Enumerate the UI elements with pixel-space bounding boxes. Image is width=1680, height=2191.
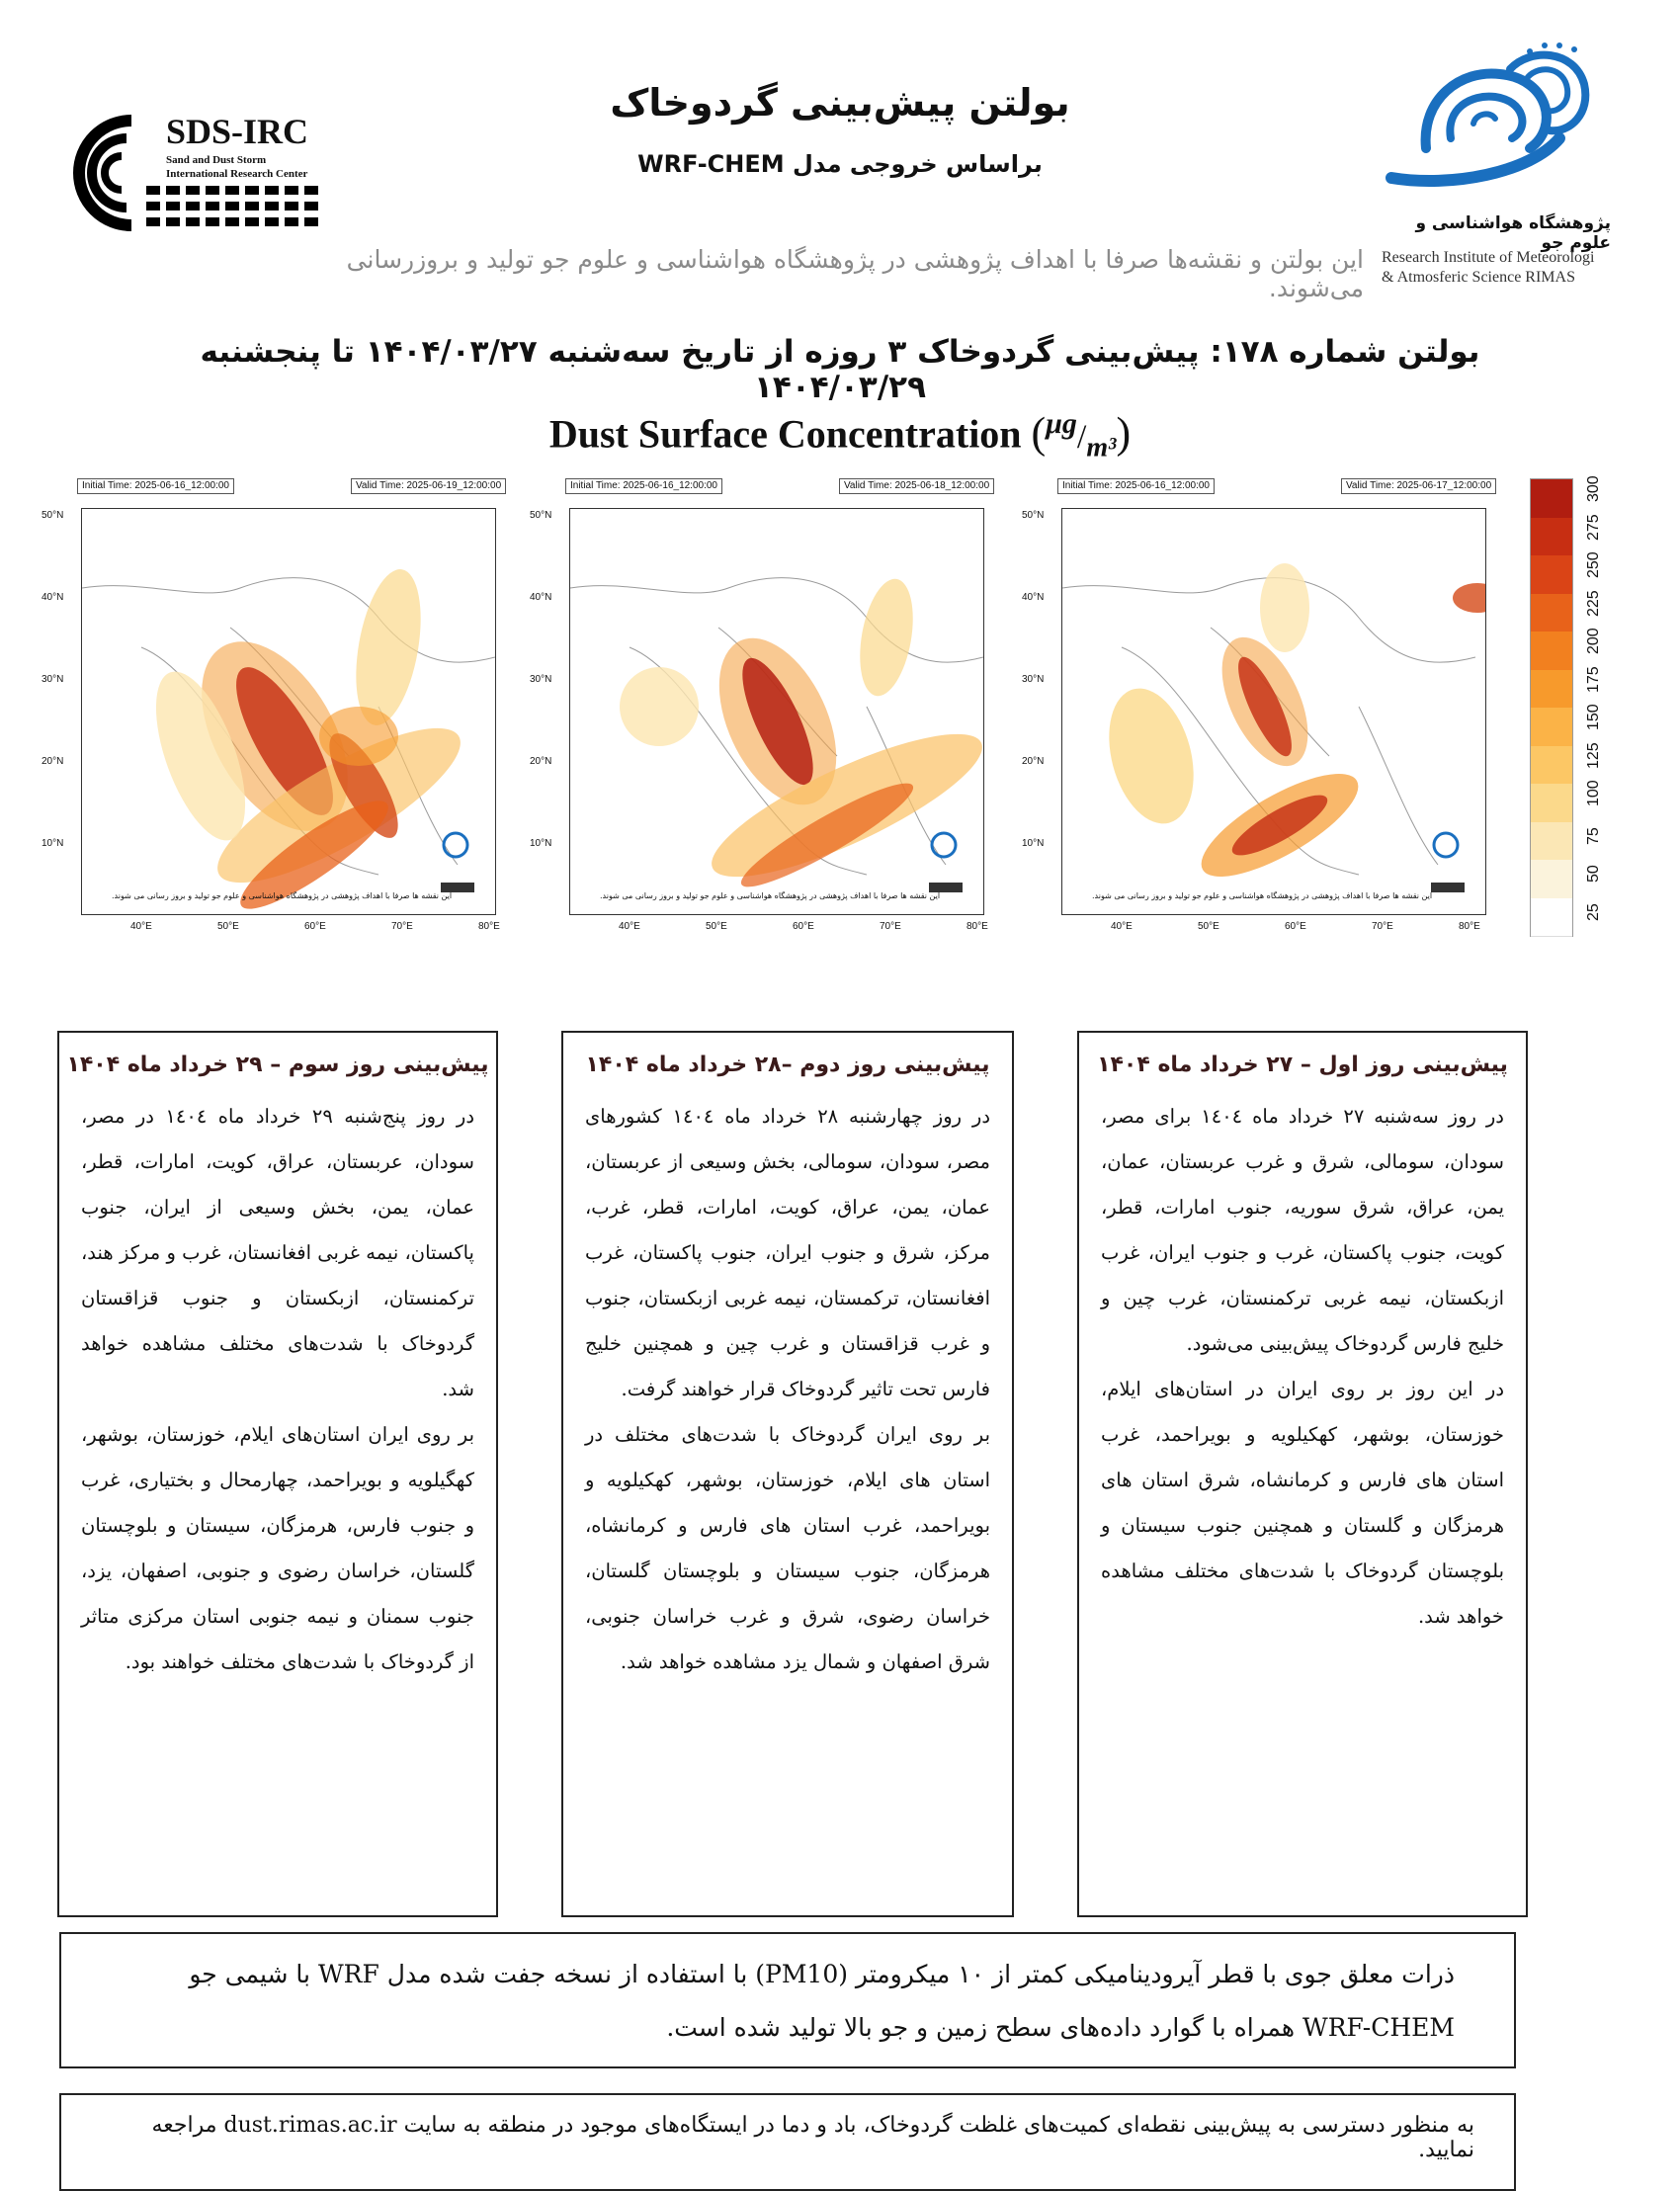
latitude-label: 40°N xyxy=(530,592,552,603)
colorbar-segment xyxy=(1531,708,1572,747)
latitude-label: 30°N xyxy=(42,674,64,685)
forecast-day3-title: پیش‌بینی روز سوم – ۲۹ خرداد ماه ۱۴۰۴ xyxy=(66,1053,489,1077)
model-note-box xyxy=(59,1932,1516,2068)
station-link-box xyxy=(59,2093,1516,2191)
map-disclaimer: این نقشه ها صرفا با اهداف پژوهشی در پژوهشگاه هواشناسی و علوم جو تولید و بروز رسانی می شوند. xyxy=(1092,891,1433,900)
forecast-day1-box xyxy=(1077,1031,1528,1917)
forecast-day2-box xyxy=(561,1031,1014,1917)
sds-irc-name: SDS-IRC xyxy=(166,112,309,151)
colorbar-tick-label: 100 xyxy=(1585,780,1602,806)
colorbar-segment xyxy=(1531,784,1572,823)
bulletin-subtitle: براساس خروجی مدل WRF-CHEM xyxy=(637,150,1043,178)
dust-map-day3 xyxy=(42,478,506,953)
rimas-mini-logo xyxy=(932,833,956,857)
colorbar-tick-label: 300 xyxy=(1585,475,1602,502)
colorbar-segment xyxy=(1531,594,1572,633)
latitude-label: 50°N xyxy=(1022,510,1045,521)
latitude-label: 20°N xyxy=(1022,756,1045,767)
forecast-day3-box xyxy=(57,1031,498,1917)
latitude-label: 20°N xyxy=(530,756,552,767)
unit-numerator: μg xyxy=(1046,407,1077,440)
latitude-label: 30°N xyxy=(1022,674,1045,685)
bulletin-number-heading: بولتن شماره ۱۷۸: پیش‌بینی گردوخاک ۳ روزه از تاریخ سه‌شنبه ۱۴۰۴/۰۳/۲۷ تا پنجشنبه ۱۴۰۴/۰۳/۲۹ xyxy=(200,334,1480,405)
latitude-label: 10°N xyxy=(530,838,552,849)
longitude-label: 60°E xyxy=(304,921,326,932)
colorbar-tick-label: 225 xyxy=(1585,589,1602,617)
colorbar-tick-label: 275 xyxy=(1585,513,1602,541)
unit-denominator: m³ xyxy=(1086,432,1117,463)
longitude-label: 50°E xyxy=(217,921,239,932)
latitude-label: 10°N xyxy=(42,838,64,849)
forecast-day1-title: پیش‌بینی روز اول – ۲۷ خرداد ماه ۱۴۰۴ xyxy=(1097,1053,1508,1077)
rimas-name-en-line1: Research Institute of Meteorologi xyxy=(1382,249,1595,266)
longitude-label: 50°E xyxy=(706,921,727,932)
sds-irc-full-line2: International Research Center xyxy=(166,168,308,180)
map-disclaimer: این نقشه ها صرفا با اهداف پژوهشی در پژوهشگاه هواشناسی و علوم جو تولید و بروز رسانی می شوند. xyxy=(600,891,941,900)
colorbar-tick-label: 75 xyxy=(1585,826,1602,845)
sds-irc-full-line1: Sand and Dust Storm xyxy=(166,154,267,166)
longitude-label: 80°E xyxy=(478,921,500,932)
forecast-day3-paragraph1: در روز پنج‌شنبه ۲۹ خرداد ماه ۱٤۰٤ در مصر، سودان، عربستان، عراق، کویت، امارات، قطر، عمان، یمن، بخش وسیعی از ایران، جنوب پاکستان، نیمه غربی افغانستان، غرب و مرکز هند، ترکمنستان، ازبکستان و جنوب قزاقستان گردوخاک با شدت‌های مختلف مشاهده خواهد شد. xyxy=(81,1105,475,1400)
colorbar-segment xyxy=(1531,860,1572,899)
forecast-day3-paragraph2: بر روی ایران استان‌های ایلام، خوزستان، بوشهر، کهگیلویه و بویراحمد، چهارمحال و بختیاری، غرب و جنوب فارس، هرمزگان، سیستان و بلوچستان گلستان، خراسان رضوی و جنوبی، اصفهان، یزد، جنوب سمنان و نیمه جنوبی استان مرکزی متاثر از گردوخاک با شدت‌های مختلف خواهند بود. xyxy=(81,1423,474,1673)
bulletin-title: بولتن پیش‌بینی گردوخاک xyxy=(610,81,1070,125)
rimas-name-en-line2: & Atmosferic Science RIMAS xyxy=(1382,269,1575,286)
concentration-colorbar xyxy=(1530,478,1573,937)
dust-plume xyxy=(1095,679,1208,833)
colorbar-tick-label: 200 xyxy=(1585,628,1602,654)
longitude-label: 80°E xyxy=(1459,921,1480,932)
longitude-label: 60°E xyxy=(793,921,814,932)
longitude-label: 70°E xyxy=(880,921,901,932)
map-frame xyxy=(569,508,984,915)
latitude-label: 50°N xyxy=(530,510,552,521)
map-disclaimer: این نقشه ها صرفا با اهداف پژوهشی در پژوهشگاه هواشناسی و علوم جو تولید و بروز رسانی می شوند. xyxy=(112,891,453,900)
rimas-name-fa: پژوهشگاه هواشناسی و علوم جو xyxy=(1415,213,1611,253)
longitude-label: 40°E xyxy=(619,921,640,932)
dust-plume xyxy=(620,667,699,746)
colorbar-tick-label: 250 xyxy=(1585,551,1602,578)
latitude-label: 20°N xyxy=(42,756,64,767)
longitude-label: 40°E xyxy=(1111,921,1133,932)
valid-time-label: Valid Time: 2025-06-17_12:00:00 xyxy=(1341,478,1496,494)
forecast-day1-paragraph2: در این روز بر روی ایران در استان‌های ایلام، خوزستان، بوشهر، کهکیلویه و بویراحمد، غرب استان های فارس و کرمانشاه، شرق استان های هرمزگان و گلستان و همچنین جنوب سیستان و بلوچستان گردوخاک با شدت‌های مختلف مشاهده خواهد شد. xyxy=(1101,1378,1504,1628)
colorbar-segment xyxy=(1531,670,1572,710)
longitude-label: 70°E xyxy=(1372,921,1393,932)
forecast-day1-paragraph1: در روز سه‌شنبه ۲۷ خرداد ماه ۱٤۰٤ برای مصر، سودان، سومالی، شرق و غرب عربستان، عمان، یمن، عراق، شرق سوریه، جنوب امارات، قطر، کویت، جنوب پاکستان، غرب و جنوب ایران، غرب ازبکستان، نیمه غربی ترکمنستان، غرب چین و خلیج فارس گردوخاک پیش‌بینی می‌شود. xyxy=(1101,1105,1504,1355)
forecast-day2-paragraph1: در روز چهارشنبه ۲۸ خرداد ماه ۱٤۰٤ کشورهای مصر، سودان، سومالی، بخش وسیعی از عربستان، عمان، یمن، عراق، کویت، امارات، قطر، غرب، مرکز، شرق و جنوب ایران، جنوب پاکستان، غرب افغانستان، ترکمستان، نیمه غربی ازبکستان، جنوب و غرب قزاقستان و غرب چین و همچنین خلیج فارس تحت تاثیر گردوخاک قرار خواهند گرفت. xyxy=(585,1105,991,1400)
dust-plume xyxy=(346,564,432,730)
colorbar-segment xyxy=(1531,822,1572,862)
chart-title: Dust Surface Concentration $(^{\mu g}/_{m^3})$ xyxy=(548,407,1132,463)
station-link-text: به منظور دسترسی به پیش‌بینی نقطه‌ای کمیت‌های غلظت گردوخاک، باد و دما در ایستگاه‌های موجود در منطقه به سایت dust.rimas.ac.ir مراجعه نمایید. xyxy=(151,2113,1474,2162)
colorbar-tick-label: 50 xyxy=(1585,865,1602,883)
rimas-mini-logo xyxy=(444,833,467,857)
initial-time-label: Initial Time: 2025-06-16_12:00:00 xyxy=(1057,478,1215,494)
latitude-label: 10°N xyxy=(1022,838,1045,849)
initial-time-label: Initial Time: 2025-06-16_12:00:00 xyxy=(77,478,234,494)
longitude-label: 70°E xyxy=(391,921,413,932)
colorbar-tick-label: 175 xyxy=(1585,665,1602,693)
longitude-label: 50°E xyxy=(1198,921,1219,932)
valid-time-label: Valid Time: 2025-06-19_12:00:00 xyxy=(351,478,506,494)
latitude-label: 40°N xyxy=(42,592,64,603)
dust-plume xyxy=(1260,563,1309,652)
colorbar-segment xyxy=(1531,479,1572,519)
latitude-label: 30°N xyxy=(530,674,552,685)
forecast-day2-paragraph2: بر روی ایران گردوخاک با شدت‌های مختلف در استان های ایلام، خوزستان، بوشهر، کهکیلویه و بویراحمد، غرب استان های فارس و کرمانشاه، هرمزگان، جنوب سیستان و بلوچستان گلستان، خراسان رضوی، شرق و غرب خراسان جنوبی، شرق اصفهان و شمال یزد مشاهده خواهد شد. xyxy=(585,1423,990,1673)
model-note-text: ذرات معلق جوی با قطر آیرودینامیکی کمتر از ۱۰ میکرومتر (PM10) با استفاده از نسخه جفت شده مدل WRF با شیمی جو WRF-CHEM همراه با گوارد داده‌های سطح زمین و جو بالا تولید شده است. xyxy=(189,1960,1455,2042)
longitude-label: 80°E xyxy=(966,921,988,932)
latitude-label: 40°N xyxy=(1022,592,1045,603)
longitude-label: 40°E xyxy=(130,921,152,932)
colorbar-segment xyxy=(1531,898,1572,938)
rimas-logo xyxy=(1382,40,1609,208)
dust-map-day2 xyxy=(530,478,1004,953)
rimas-mini-logo xyxy=(1434,833,1458,857)
dust-plume xyxy=(319,707,398,766)
colorbar-tick-label: 150 xyxy=(1585,704,1602,730)
valid-time-label: Valid Time: 2025-06-18_12:00:00 xyxy=(839,478,994,494)
forecast-day2-title: پیش‌بینی روز دوم –۲۸ خرداد ماه ۱۴۰۴ xyxy=(585,1053,990,1077)
colorbar-tick-label: 25 xyxy=(1585,902,1602,921)
longitude-label: 60°E xyxy=(1285,921,1306,932)
dust-map-day1 xyxy=(1022,478,1506,953)
latitude-label: 50°N xyxy=(42,510,64,521)
map-frame xyxy=(81,508,496,915)
dust-plume xyxy=(852,575,921,701)
chart-title-text: Dust Surface Concentration xyxy=(548,411,1022,457)
colorbar-segment xyxy=(1531,518,1572,557)
colorbar-segment xyxy=(1531,632,1572,671)
colorbar-tick-label: 125 xyxy=(1585,741,1602,769)
dust-plume xyxy=(1453,583,1485,613)
research-disclaimer: این بولتن و نقشه‌ها صرفا با اهداف پژوهشی در پژوهشگاه هواشناسی و علوم جو تولید و بروزرسانی می‌شوند. xyxy=(346,245,1364,302)
sds-mini-logo xyxy=(1431,883,1465,892)
map-frame xyxy=(1061,508,1486,915)
initial-time-label: Initial Time: 2025-06-16_12:00:00 xyxy=(565,478,722,494)
colorbar-segment xyxy=(1531,746,1572,786)
colorbar-segment xyxy=(1531,555,1572,595)
